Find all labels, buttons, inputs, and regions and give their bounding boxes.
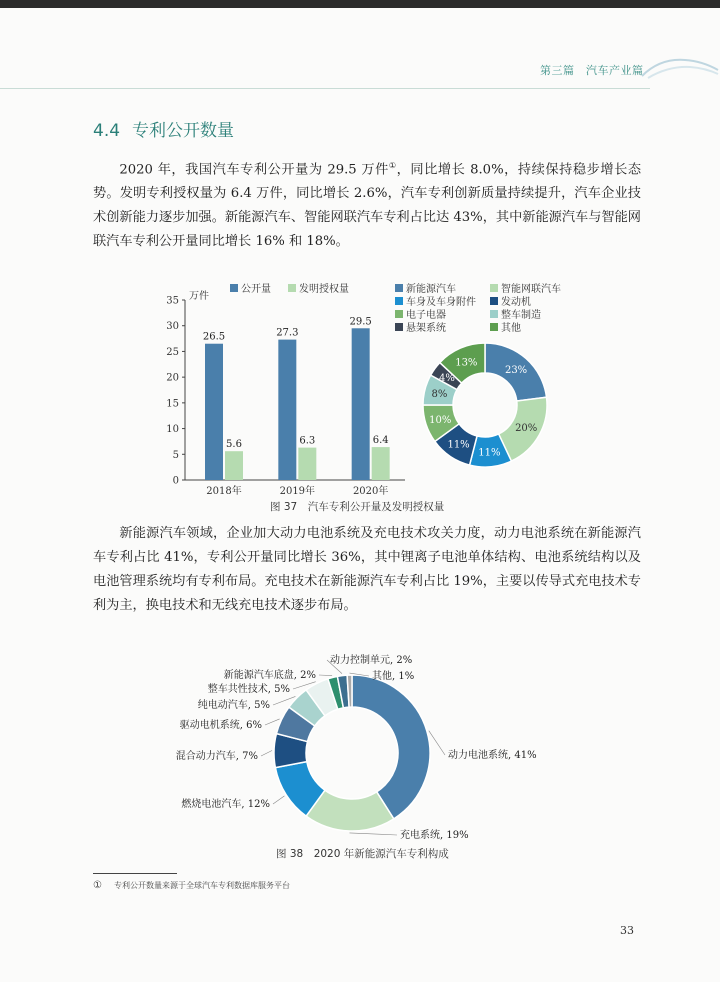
footnote	[93, 880, 290, 891]
bar-value-label: 6.4	[372, 435, 389, 447]
footnote-rule	[93, 873, 177, 874]
legend-label: 公开量	[241, 284, 271, 295]
slice-callout-label: 新能源汽车底盘, 2%	[223, 670, 316, 681]
legend-label: 悬架系统	[406, 323, 446, 334]
y-tick-label: 20	[166, 372, 179, 384]
slice-callout-label: 燃烧电池汽车, 12%	[181, 799, 270, 810]
bar-value-label: 29.5	[349, 316, 372, 328]
donut-chart-2	[176, 653, 537, 841]
slice-label: 20%	[515, 423, 538, 435]
paragraph-1	[93, 154, 641, 254]
legend-swatch	[395, 323, 403, 331]
slice-label: 10%	[429, 415, 452, 427]
legend-swatch	[490, 310, 498, 318]
legend-swatch	[395, 297, 403, 305]
leader-line	[319, 675, 332, 676]
car-logo-icon	[640, 52, 720, 82]
legend-label: 整车制造	[501, 310, 541, 321]
donut-legend	[395, 282, 561, 334]
para2-text: 新能源汽车领域，企业加大动力电池系统及充电技术攻关力度，动力电池系统在新能源汽车专利占比 41%，专利公开量同比增长 36%，其中锂离子电池单体结构、电池系统结构以及电池管理系统均有专利布局。充电技术在新能源汽车专利占比 19%，主要以传导式充电技术专利为主，换电技术和无线充电技术逐步布局。	[93, 526, 641, 613]
y-tick-label: 5	[172, 449, 179, 461]
section-heading	[93, 116, 246, 141]
leader-line	[349, 833, 397, 835]
leader-line	[265, 719, 280, 725]
legend-swatch	[395, 310, 403, 318]
section-title-text: 专利公开数量	[132, 121, 235, 141]
bar-发明授权量	[298, 448, 316, 480]
legend-swatch	[395, 284, 403, 292]
bar-公开量	[278, 340, 296, 480]
y-tick-label: 30	[166, 321, 179, 333]
bar-value-label: 27.3	[276, 327, 299, 339]
y-unit-label: 万件	[189, 291, 209, 302]
bar-chart	[166, 289, 405, 497]
bar-value-label: 5.6	[226, 439, 242, 451]
legend-swatch	[490, 323, 498, 331]
bar-value-label: 6.3	[299, 435, 316, 447]
legend-label: 发动机	[501, 297, 531, 308]
document-page	[0, 8, 720, 982]
slice-label: 11%	[447, 439, 470, 451]
slice-callout-label: 纯电动汽车, 5%	[197, 700, 270, 711]
bar-发明授权量	[372, 447, 390, 480]
slice-callout-label: 整车共性技术, 5%	[207, 684, 290, 695]
bar-legend	[230, 282, 349, 295]
slice-label: 11%	[478, 447, 501, 459]
footnote-mark: ①	[93, 880, 102, 891]
bar-公开量	[205, 344, 223, 480]
x-tick-label: 2020年	[352, 486, 389, 497]
legend-swatch	[230, 284, 238, 292]
slice-label: 23%	[504, 365, 528, 377]
leader-line	[261, 750, 272, 756]
slice-callout-label: 充电系统, 19%	[400, 830, 469, 841]
legend-swatch	[288, 284, 296, 292]
section-number: 4.4	[93, 121, 121, 141]
donut-chart-1	[423, 343, 547, 467]
bar-发明授权量	[225, 451, 243, 480]
bar-公开量	[352, 328, 370, 480]
top-dark-bar	[0, 0, 720, 8]
leader-line	[273, 796, 284, 804]
y-tick-label: 10	[166, 424, 179, 436]
slice-callout-label: 混合动力汽车, 7%	[175, 751, 258, 762]
footnote-text: 专利公开数量来源于全球汽车专利数据库服务平台	[113, 881, 290, 890]
figure-38	[0, 640, 720, 850]
legend-swatch	[490, 284, 498, 292]
legend-label: 电子电器	[406, 310, 446, 321]
legend-label: 其他	[501, 323, 521, 334]
x-tick-label: 2019年	[279, 486, 316, 497]
slice-label: 4%	[439, 372, 455, 384]
para1-text-b: ，同比增长 8.0%，持续保持稳步增长态势。发明专利授权量为 6.4 万件，同比增长 2.6%，汽车专利创新质量持续提升，汽车企业技术创新能力逐步加强。新能源汽车、智能网联汽车专利占比达 43%，其中新能源汽车与智能网联汽车专利公开量同比增长 16% 和 18%。	[93, 162, 642, 250]
bar-value-label: 26.5	[202, 331, 226, 343]
y-tick-label: 25	[166, 346, 179, 358]
header-rule	[0, 88, 650, 89]
legend-swatch	[490, 297, 498, 305]
figure-37	[0, 270, 720, 520]
leader-line	[429, 731, 445, 755]
paragraph-2	[93, 522, 641, 618]
y-tick-label: 35	[166, 295, 179, 307]
legend-label: 新能源汽车	[406, 284, 456, 295]
y-tick-label: 0	[172, 475, 179, 487]
slice-callout-label: 动力控制单元, 2%	[330, 655, 413, 666]
slice-label: 8%	[431, 388, 448, 400]
legend-label: 发明授权量	[299, 284, 349, 295]
footnote-ref: ①	[388, 161, 397, 170]
y-tick-label: 15	[166, 398, 179, 410]
figure-38-caption: 图 38 2020 年新能源汽车专利构成	[276, 848, 449, 860]
x-tick-label: 2018年	[206, 486, 242, 497]
figure-37-caption: 图 37 汽车专利公开量及发明授权量	[270, 501, 445, 513]
para1-text-a: 2020 年，我国汽车专利公开量为 29.5 万件	[119, 162, 389, 178]
legend-label: 车身及车身附件	[406, 297, 476, 308]
slice-callout-label: 其他, 1%	[372, 671, 415, 682]
page-number: 33	[620, 924, 634, 937]
running-header: 第三篇 汽车产业篇	[540, 64, 644, 77]
slice-callout-label: 动力电池系统, 41%	[448, 750, 537, 761]
slice-label: 13%	[455, 357, 478, 369]
legend-label: 智能网联汽车	[501, 284, 561, 295]
slice-callout-label: 驱动电机系统, 6%	[179, 720, 262, 731]
